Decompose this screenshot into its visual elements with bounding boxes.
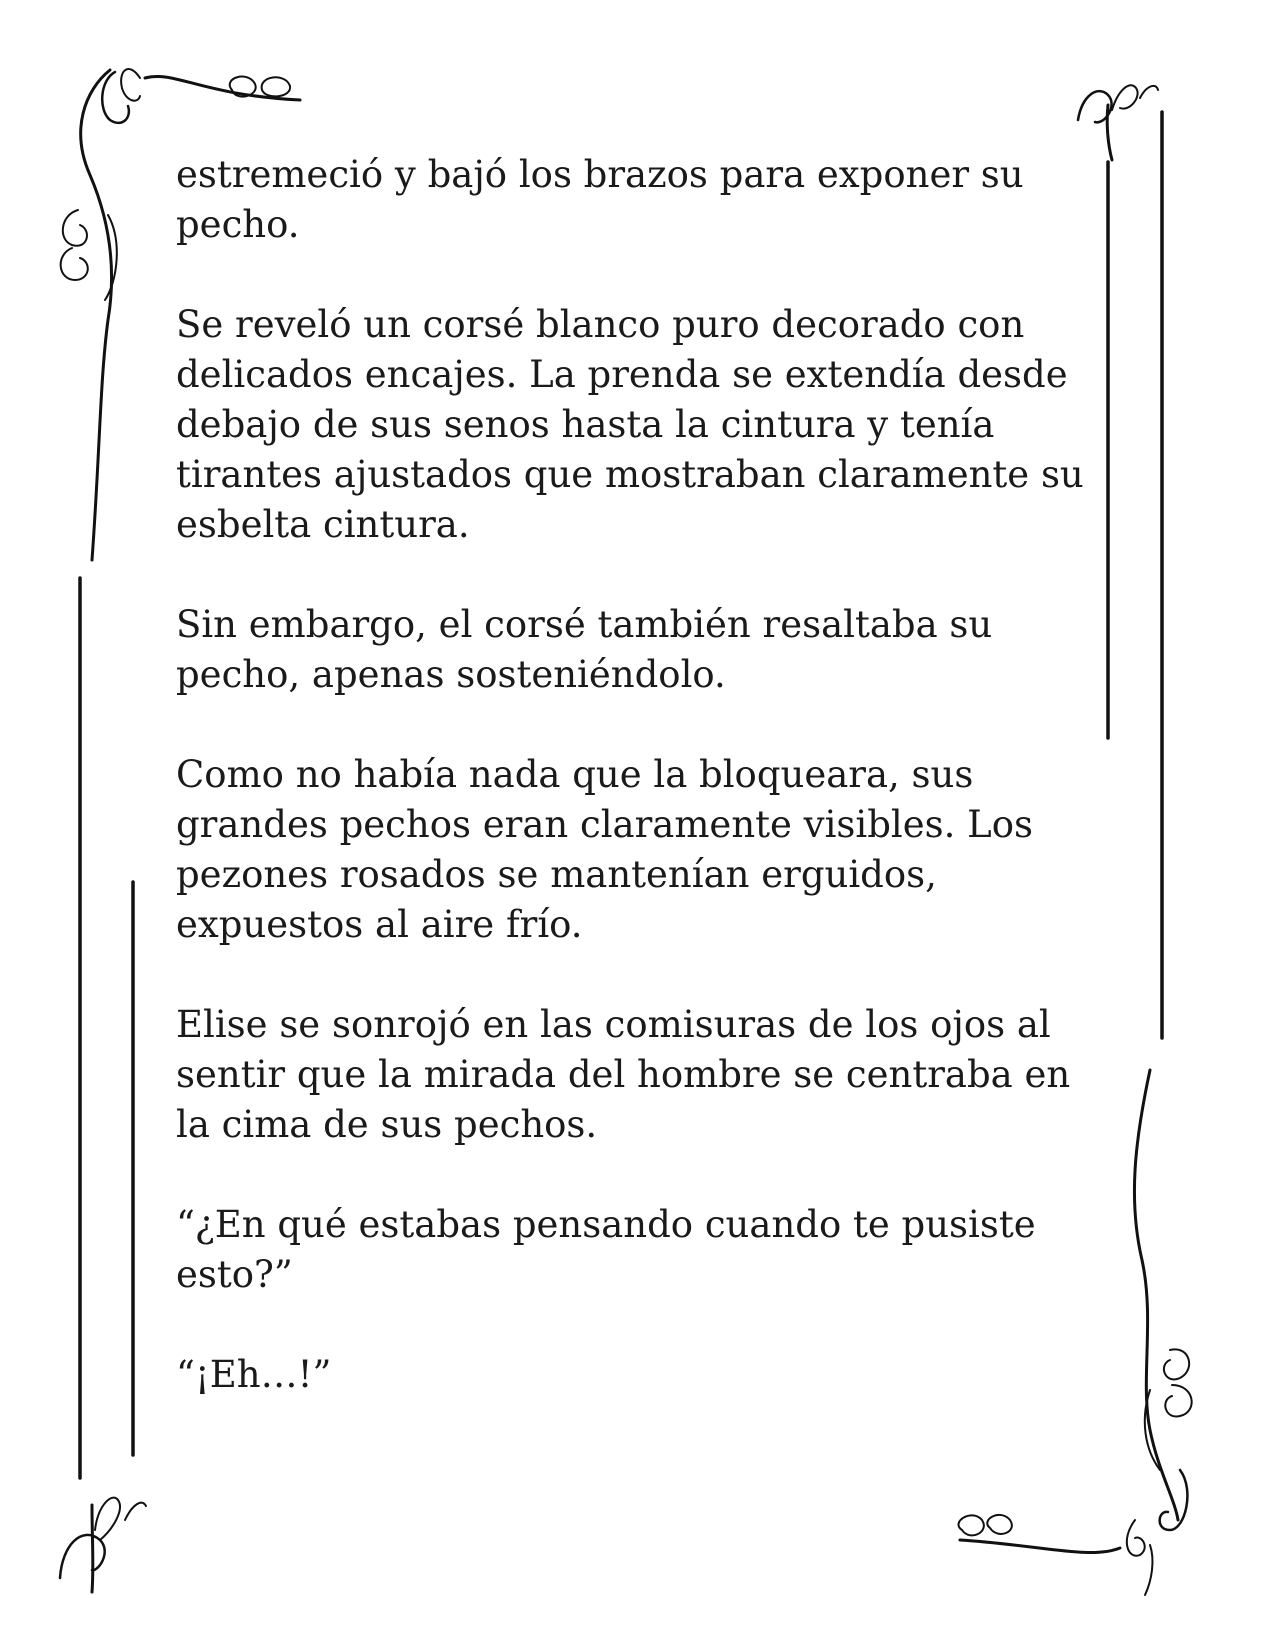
bottom-left-flourish [60,1498,146,1592]
paragraph: Como no había nada que la bloqueara, sus grandes pechos eran claramente visibles. Los pezones rosados se mantenían erguidos, expuestos al aire frío. [176,753,1033,946]
top-right-flourish [1078,85,1158,160]
paragraph: Sin embargo, el corsé también resaltaba su pecho, apenas sosteniéndolo. [176,603,993,696]
document-body [176,150,1106,1450]
paragraph: “¡Eh…!” [176,1353,332,1396]
paragraph: “¿En qué estabas pensando cuando te pusiste esto?” [176,1203,1036,1296]
paragraph: Se reveló un corsé blanco puro decorado con delicados encajes. La prenda se extendía desde debajo de sus senos hasta la cintura y tenía tirantes ajustados que mostraban claramente su esbelta cintura. [176,303,1084,546]
paragraph: Elise se sonrojó en las comisuras de los ojos al sentir que la mirada del hombre se centraba en la cima de sus pechos. [176,1003,1071,1146]
paragraph: estremeció y bajó los brazos para exponer su pecho. [176,153,1024,246]
